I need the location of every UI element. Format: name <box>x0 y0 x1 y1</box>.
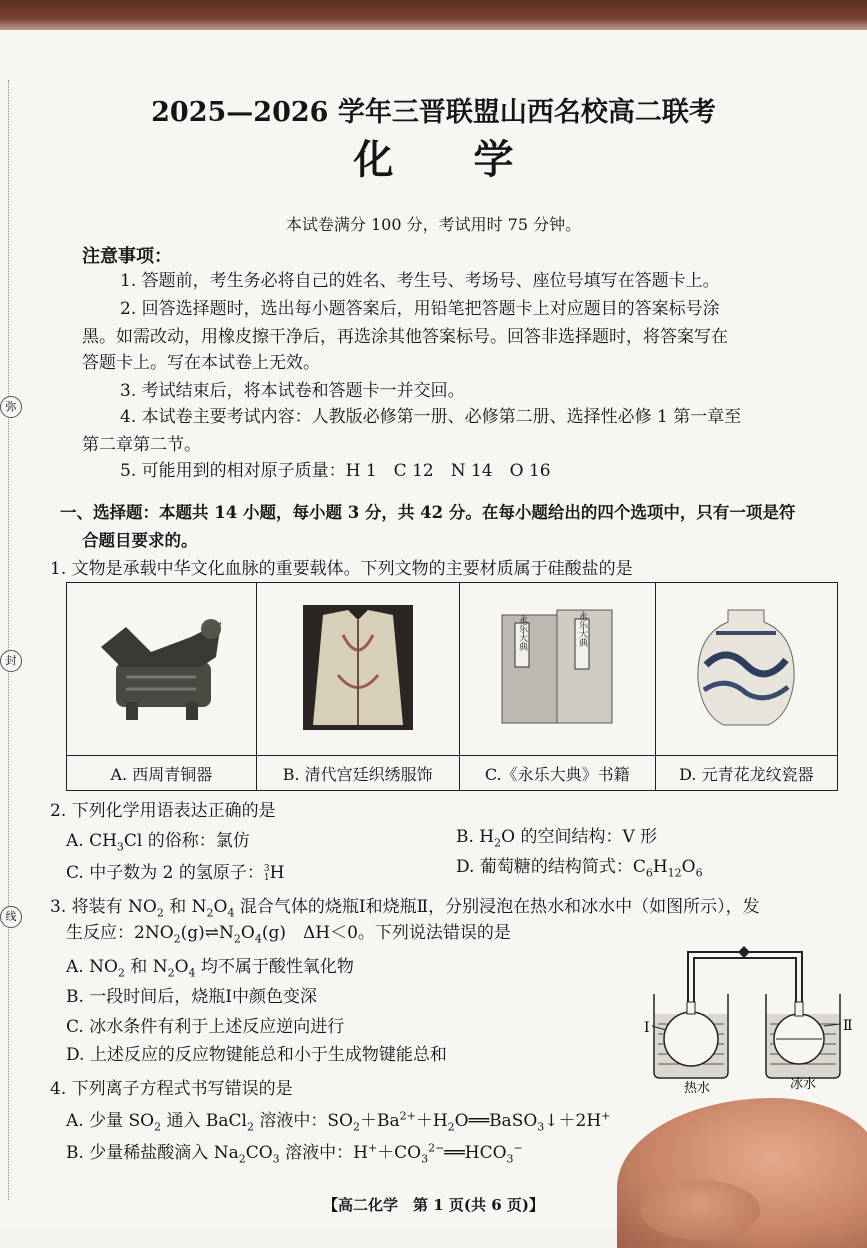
subscript: 2 <box>173 932 181 946</box>
relic-image-cell <box>459 583 655 756</box>
question-2-option-d <box>456 856 703 878</box>
text: O <box>681 857 696 877</box>
text: Cl 的俗称：氯仿 <box>123 831 250 851</box>
notes-line: 黑。如需改动，用橡皮擦干净后，再选涂其他答案标号。回答非选择题时，将答案写在 <box>82 327 728 347</box>
subscript: 3 <box>421 1152 429 1166</box>
subscript: 3 <box>506 1152 514 1166</box>
text: 3. 将装有 NO <box>50 897 157 917</box>
flask-beaker-figure <box>640 944 860 1094</box>
text: C. 中子数为 2 的氢原子： <box>66 863 264 883</box>
text: ══HCO <box>444 1143 507 1163</box>
question-4-option-b <box>66 1142 523 1164</box>
subscript: 3 <box>272 1152 280 1166</box>
books-icon <box>497 605 617 730</box>
text: H <box>652 857 668 877</box>
subscript: 2 <box>233 932 241 946</box>
book-label: 永乐大典 <box>577 610 588 647</box>
cold-water-label: 冰水 <box>790 1077 817 1092</box>
subscript: 6 <box>645 866 653 880</box>
notes-line: 答题卡上。写在本试卷上无效。 <box>82 353 320 373</box>
notes-line: 第二章第二节。 <box>82 435 201 455</box>
subscript: 2 <box>206 906 214 920</box>
text: (g) ΔH＜0。下列说法错误的是 <box>261 923 511 943</box>
text: O 的空间结构：V 形 <box>501 827 658 847</box>
text: CO <box>245 1143 273 1163</box>
subscript: 2 <box>156 906 164 920</box>
margin-mark: 封 <box>0 650 22 672</box>
relic-image-cell <box>67 583 257 756</box>
hot-water-label: 热水 <box>684 1081 711 1094</box>
subscript: 3 <box>537 1120 545 1134</box>
option-a-caption: A. 西周青铜器 <box>67 756 257 791</box>
subscript: 4 <box>188 966 196 980</box>
question-2-option-a <box>66 830 250 852</box>
margin-mark: 弥 <box>0 396 22 418</box>
notes-line: 5. 可能用到的相对原子质量：H 1 C 12 N 14 O 16 <box>120 461 551 481</box>
question-2-option-c <box>66 862 284 884</box>
text: A. NO <box>66 957 118 977</box>
subscript: 2 <box>154 1120 162 1134</box>
question-3-option-a <box>66 956 354 978</box>
text: (g)⇌N <box>180 923 234 943</box>
text: 和 N <box>163 897 207 917</box>
mass-number: 3 <box>263 863 270 874</box>
question-4-option-a <box>66 1110 610 1132</box>
subscript: 12 <box>667 866 682 880</box>
superscript: − <box>513 1141 523 1155</box>
text: ＋Ba <box>359 1111 400 1131</box>
section-heading: 一、选择题：本题共 14 小题，每小题 3 分，共 42 分。在每小题给出的四个选项中，只有一项是符 <box>60 503 796 522</box>
notes-line: 1. 答题前，考生务必将自己的姓名、考生号、考场号、座位号填写在答题卡上。 <box>120 271 720 291</box>
option-d-caption: D. 元青花龙纹瓷器 <box>655 756 837 791</box>
question-1-stem: 1. 文物是承载中华文化血脉的重要载体。下列文物的主要材质属于硅酸盐的是 <box>50 559 633 579</box>
text: ＋H <box>415 1111 448 1131</box>
text: H <box>269 863 285 883</box>
subscript: 2 <box>447 1120 455 1134</box>
notes-line: 2. 回答选择题时，选出每小题答案后，用铅笔把答题卡上对应题目的答案标号涂 <box>120 299 720 319</box>
subscript: 4 <box>227 906 235 920</box>
option-c-caption: C.《永乐大典》书籍 <box>459 756 655 791</box>
text: O <box>240 923 255 943</box>
notes-line: 4. 本试卷主要考试内容：人教版必修第一册、必修第二册、选择性必修 1 第一章至 <box>120 407 742 427</box>
book-label: 永乐大典 <box>517 614 528 651</box>
text: ＋CO <box>377 1143 422 1163</box>
flask-1-label: Ⅰ <box>644 1020 650 1036</box>
porcelain-jar-icon <box>686 605 806 730</box>
text: ↓＋2H <box>544 1111 602 1131</box>
exam-title: 2025—2026 学年三晋联盟山西名校高二联考 <box>151 97 716 128</box>
question-3-option-b: B. 一段时间后，烧瓶Ⅰ中颜色变深 <box>66 987 318 1007</box>
subscript: 6 <box>695 866 703 880</box>
subscript: 2 <box>117 966 125 980</box>
subscript: 2 <box>246 1120 254 1134</box>
binding-line <box>8 80 9 1200</box>
subscript: 2 <box>167 966 175 980</box>
scan-top-edge <box>0 0 867 34</box>
subscript: 4 <box>254 932 262 946</box>
text: 和 N <box>124 957 168 977</box>
question-3-option-c: C. 冰水条件有利于上述反应逆向进行 <box>66 1017 345 1037</box>
subscript: 2 <box>352 1120 360 1134</box>
subscript: 2 <box>494 836 502 850</box>
text: 生反应：2NO <box>66 923 174 943</box>
question-3-option-d: D. 上述反应的反应物键能总和小于生成物键能总和 <box>66 1045 447 1065</box>
option-b-caption: B. 清代宫廷织绣服饰 <box>256 756 459 791</box>
superscript: + <box>601 1109 611 1123</box>
bronze-vessel-icon <box>91 607 231 727</box>
text: A. CH <box>66 831 117 851</box>
text: 通入 BaCl <box>161 1111 247 1131</box>
text: 混合气体的烧瓶Ⅰ和烧瓶Ⅱ，分别浸泡在热水和冰水中（如图所示），发 <box>234 897 760 917</box>
text: O <box>174 957 189 977</box>
relic-image-cell <box>256 583 459 756</box>
text: 溶液中：H <box>279 1143 368 1163</box>
flask-2-label: Ⅱ <box>843 1018 853 1034</box>
embroidered-robe-icon <box>303 605 413 730</box>
margin-mark: 线 <box>0 906 22 928</box>
question-2-option-b <box>456 826 657 848</box>
notes-line: 3. 考试结束后，将本试卷和答题卡一并交回。 <box>120 381 465 401</box>
text: B. H <box>456 827 495 847</box>
question-3-stem-line2 <box>66 922 511 944</box>
subject-title: 化 学 <box>353 136 514 183</box>
superscript: 2+ <box>399 1109 416 1123</box>
relics-table <box>66 582 838 791</box>
text: O══BaSO <box>454 1111 538 1131</box>
text: O <box>213 897 228 917</box>
atomic-number: 1 <box>263 872 270 883</box>
superscript: 2− <box>428 1141 445 1155</box>
superscript: + <box>367 1141 378 1155</box>
question-4-stem: 4. 下列离子方程式书写错误的是 <box>50 1079 293 1099</box>
subscript: 3 <box>116 840 124 854</box>
text: B. 少量稀盐酸滴入 Na <box>66 1143 239 1163</box>
exam-info: 本试卷满分 100 分，考试用时 75 分钟。 <box>285 215 582 234</box>
text: 均不属于酸性氧化物 <box>195 957 354 977</box>
question-3-stem-line1 <box>50 896 760 918</box>
question-2-stem: 2. 下列化学用语表达正确的是 <box>50 801 276 821</box>
section-heading-cont: 合题目要求的。 <box>82 531 198 550</box>
connecting-tube <box>688 952 802 1004</box>
flask-1 <box>664 1012 718 1066</box>
stopcock-icon <box>738 946 750 958</box>
relic-image-cell <box>655 583 837 756</box>
subscript: 2 <box>238 1152 246 1166</box>
text: A. 少量 SO <box>66 1111 155 1131</box>
text: D. 葡萄糖的结构简式：C <box>456 857 646 877</box>
text: 溶液中：SO <box>253 1111 353 1131</box>
page-footer: 【高二化学 第 1 页(共 6 页)】 <box>323 1196 544 1214</box>
notes-heading: 注意事项： <box>82 246 172 267</box>
